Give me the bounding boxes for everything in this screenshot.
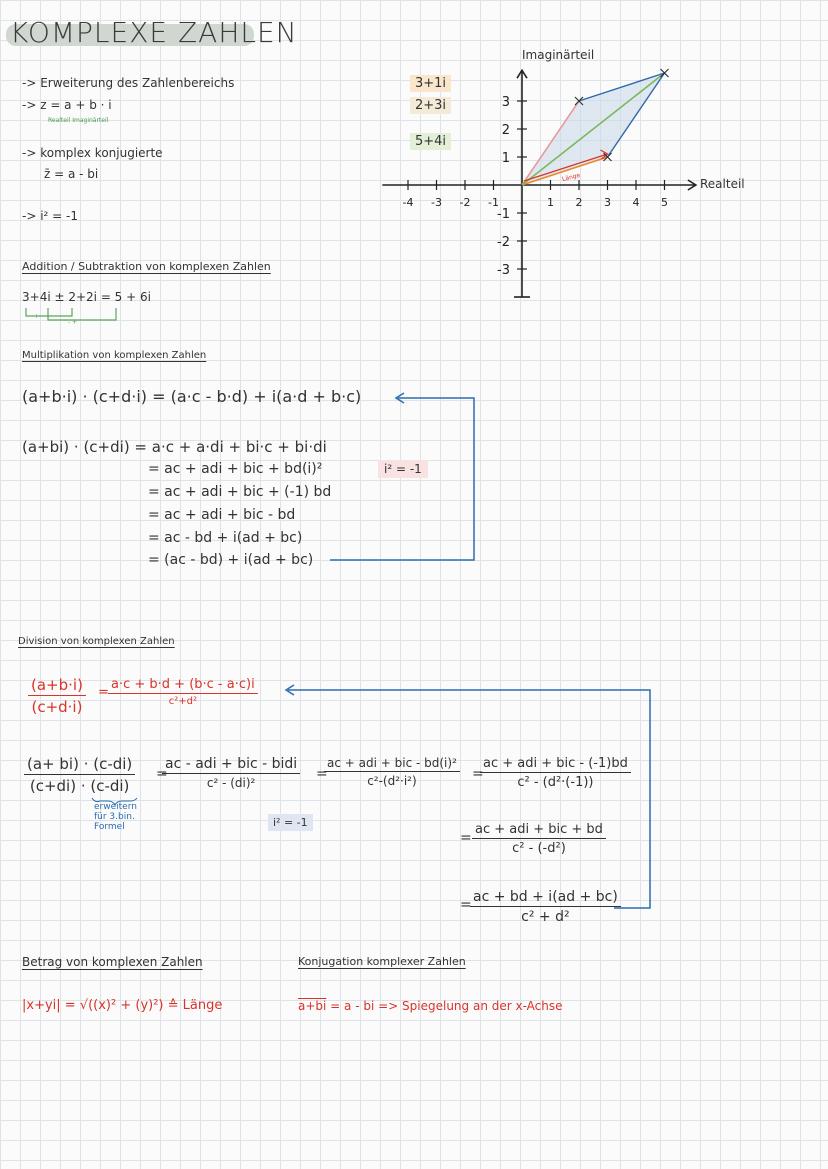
y-tick-label: 1 [501, 151, 510, 166]
addition-heading: Addition / Subtraktion von komplexen Zahlen [22, 260, 271, 273]
multiplication-i-note: i² = -1 [378, 460, 428, 478]
betrag-formula: |x+yi| = √((x)² + (y)²) ≙ Länge [22, 998, 223, 1013]
plot-x-label: Realteil [700, 177, 745, 191]
point-marker-2 [661, 69, 669, 77]
plot-legend-1: 3+1i [410, 76, 451, 91]
plot-y-label: Imaginärteil [522, 48, 595, 62]
addition-equation: 3+4i ± 2+2i = 5 + 6i [22, 290, 151, 304]
division-f4-num: ac + adi + bic - (-1)bd [480, 756, 631, 773]
x-tick-label: -3 [431, 196, 442, 209]
multiplication-formula: (a+b·i) · (c+d·i) = (a·c - b·d) + i(a·d + b·c) [22, 387, 362, 406]
intro-line-5: -> i² = -1 [22, 209, 78, 223]
x-tick-label: -2 [459, 196, 471, 209]
y-tick-label: 2 [501, 123, 510, 138]
page-title: KOMPLEXE ZAHLEN [10, 16, 298, 49]
addition-marker-2: - + [68, 319, 78, 326]
y-tick-label: -2 [497, 235, 510, 250]
multiplication-step-3: = ac + adi + bic - bd [148, 507, 296, 523]
x-tick-label: -4 [402, 196, 414, 209]
konjugation-heading: Konjugation komplexer Zahlen [298, 955, 466, 968]
intro-line-2-sub: Realteil Imaginärteil [48, 117, 109, 124]
y-tick-label: -3 [497, 263, 510, 278]
division-f6-den: c² + d² [521, 909, 570, 925]
intro-line-4: z̄ = a - bi [44, 167, 99, 181]
y-tick-label: 3 [501, 95, 510, 110]
division-f3-den: c²-(d²·i²) [367, 774, 417, 788]
division-f1-den: (c+di) · (c-di) [29, 777, 130, 795]
y-tick-label: -1 [497, 207, 510, 222]
multiplication-step-0: (a+bi) · (c+di) = a·c + a·di + bi·c + bi·di [22, 438, 327, 456]
x-tick-label: 5 [661, 196, 668, 209]
multiplication-step-4: = ac - bd + i(ad + bc) [148, 530, 303, 546]
addition-marker-1: - + [30, 313, 40, 320]
intro-line-2: -> z = a + b · i [22, 98, 112, 112]
division-heading: Division von komplexen Zahlen [18, 636, 175, 647]
vector-5-4i [522, 73, 665, 185]
intro-line-3: -> komplex konjugierte [22, 146, 163, 160]
konjugation-overline-term: a+bi [298, 999, 327, 1013]
plot-legend-2: 2+3i [410, 98, 451, 113]
division-equals-5: = [460, 897, 472, 913]
multiplication-heading: Multiplikation von komplexen Zahlen [22, 350, 207, 361]
division-expand-note: erweitern für 3.bin. Formel [94, 802, 137, 832]
x-tick-label: 3 [604, 196, 611, 209]
division-equals-0: = [98, 685, 109, 700]
multiplication-step-2: = ac + adi + bic + (-1) bd [148, 484, 332, 500]
division-rhs-den: c²+d² [168, 696, 197, 707]
konjugation-formula: = a - bi => Spiegelung an der x-Achse [326, 999, 563, 1013]
division-f5-den: c² - (-d²) [512, 841, 566, 856]
division-f4-den: c² - (d²·(-1)) [517, 775, 594, 790]
betrag-heading: Betrag von komplexen Zahlen [22, 955, 203, 969]
division-equals-3: = [472, 766, 484, 782]
plot-laenge-label: Länge [561, 171, 581, 184]
division-f2-den: c² - (di)² [206, 776, 256, 790]
division-f6-num: ac + bd + i(ad + bc) [470, 889, 621, 907]
division-f3-num: ac + adi + bic - bd(i)² [324, 756, 460, 772]
division-lhs-num: (a+b·i) [28, 676, 86, 696]
plot-legend-3: 5+4i [410, 134, 451, 149]
multiplication-step-5: = (ac - bd) + i(ad + bc) [148, 552, 314, 568]
x-tick-label: 1 [547, 196, 554, 209]
division-equals-2: = [316, 766, 328, 782]
division-f2-num: ac - adi + bic - bidi [162, 756, 300, 774]
division-equals-4: = [460, 830, 472, 846]
division-f1-num: (a+ bi) · (c-di) [24, 755, 135, 775]
multiplication-step-1: = ac + adi + bic + bd(i)² [148, 461, 323, 477]
division-f5-num: ac + adi + bic + bd [472, 822, 606, 839]
x-tick-label: 2 [575, 196, 583, 209]
division-i-note: i² = -1 [268, 814, 313, 831]
division-rhs-num: a·c + b·d + (b·c - a·c)i [108, 677, 258, 694]
intro-line-1: -> Erweiterung des Zahlenbereichs [22, 76, 235, 90]
x-tick-label: 4 [632, 196, 640, 209]
division-equals-1: = [156, 766, 168, 782]
x-tick-label: -1 [488, 196, 499, 209]
division-lhs-den: (c+d·i) [31, 698, 83, 716]
